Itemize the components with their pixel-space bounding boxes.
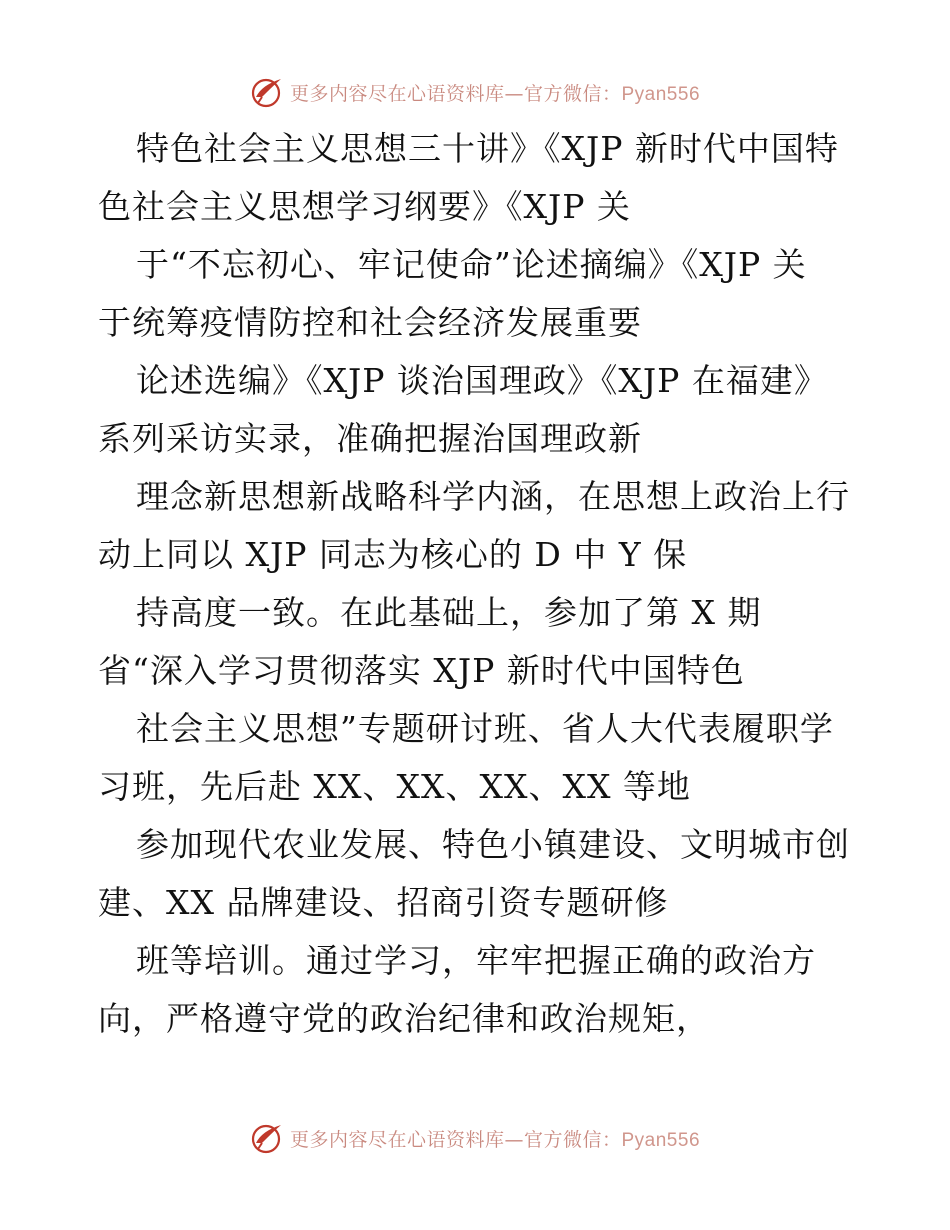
paragraph-line: 理念新思想新战略科学内涵，在思想上政治上行: [136, 477, 850, 516]
quill-logo-icon: [250, 75, 284, 109]
header-watermark: [0, 72, 950, 112]
paragraph-line: 持高度一致。在此基础上，参加了第 X 期: [136, 593, 762, 632]
watermark-text: [290, 1125, 700, 1152]
footer-watermark: [0, 1118, 950, 1158]
watermark-dash: —: [504, 82, 524, 105]
watermark-wechat-id: Pyan556: [621, 1129, 701, 1151]
watermark-official-label: 官方微信：: [523, 1128, 622, 1151]
paragraph-line: 动上同以 XJP 同志为核心的 D 中 Y 保: [98, 535, 688, 574]
paragraph-line: 习班，先后赴 XX、XX、XX、XX 等地: [98, 767, 691, 806]
paragraph-line: 系列采访实录，准确把握治国理政新: [98, 419, 642, 458]
paragraph-line: 于“不忘初心、牢记使命”论述摘编》《XJP 关: [136, 245, 807, 284]
paragraph-line: 色社会主义思想学习纲要》《XJP 关: [98, 187, 631, 226]
watermark-text: [290, 79, 700, 106]
paragraph-line: 论述选编》《XJP 谈治国理政》《XJP 在福建》: [136, 361, 828, 400]
paragraph-line: 特色社会主义思想三十讲》《XJP 新时代中国特: [136, 129, 839, 168]
paragraph-line: 向，严格遵守党的政治纪律和政治规矩，: [98, 999, 710, 1038]
paragraph-line: 社会主义思想”专题研讨班、省人大代表履职学: [136, 709, 834, 748]
paragraph-line: 省“深入学习贯彻落实 XJP 新时代中国特色: [98, 651, 745, 690]
paragraph-line: 于统筹疫情防控和社会经济发展重要: [98, 303, 642, 342]
watermark-site-name: 更多内容尽在心语资料库: [289, 82, 505, 105]
watermark-site-name: 更多内容尽在心语资料库: [289, 1128, 505, 1151]
document-body: [98, 120, 868, 1048]
watermark-wechat-id: Pyan556: [621, 83, 701, 105]
paragraph-line: 班等培训。通过学习，牢牢把握正确的政治方: [136, 941, 816, 980]
paragraph-line: 建、XX 品牌建设、招商引资专题研修: [98, 883, 669, 922]
paragraph-line: 参加现代农业发展、特色小镇建设、文明城市创: [136, 825, 850, 864]
watermark-dash: —: [504, 1128, 524, 1151]
quill-logo-icon: [250, 1121, 284, 1155]
watermark-official-label: 官方微信：: [523, 82, 622, 105]
